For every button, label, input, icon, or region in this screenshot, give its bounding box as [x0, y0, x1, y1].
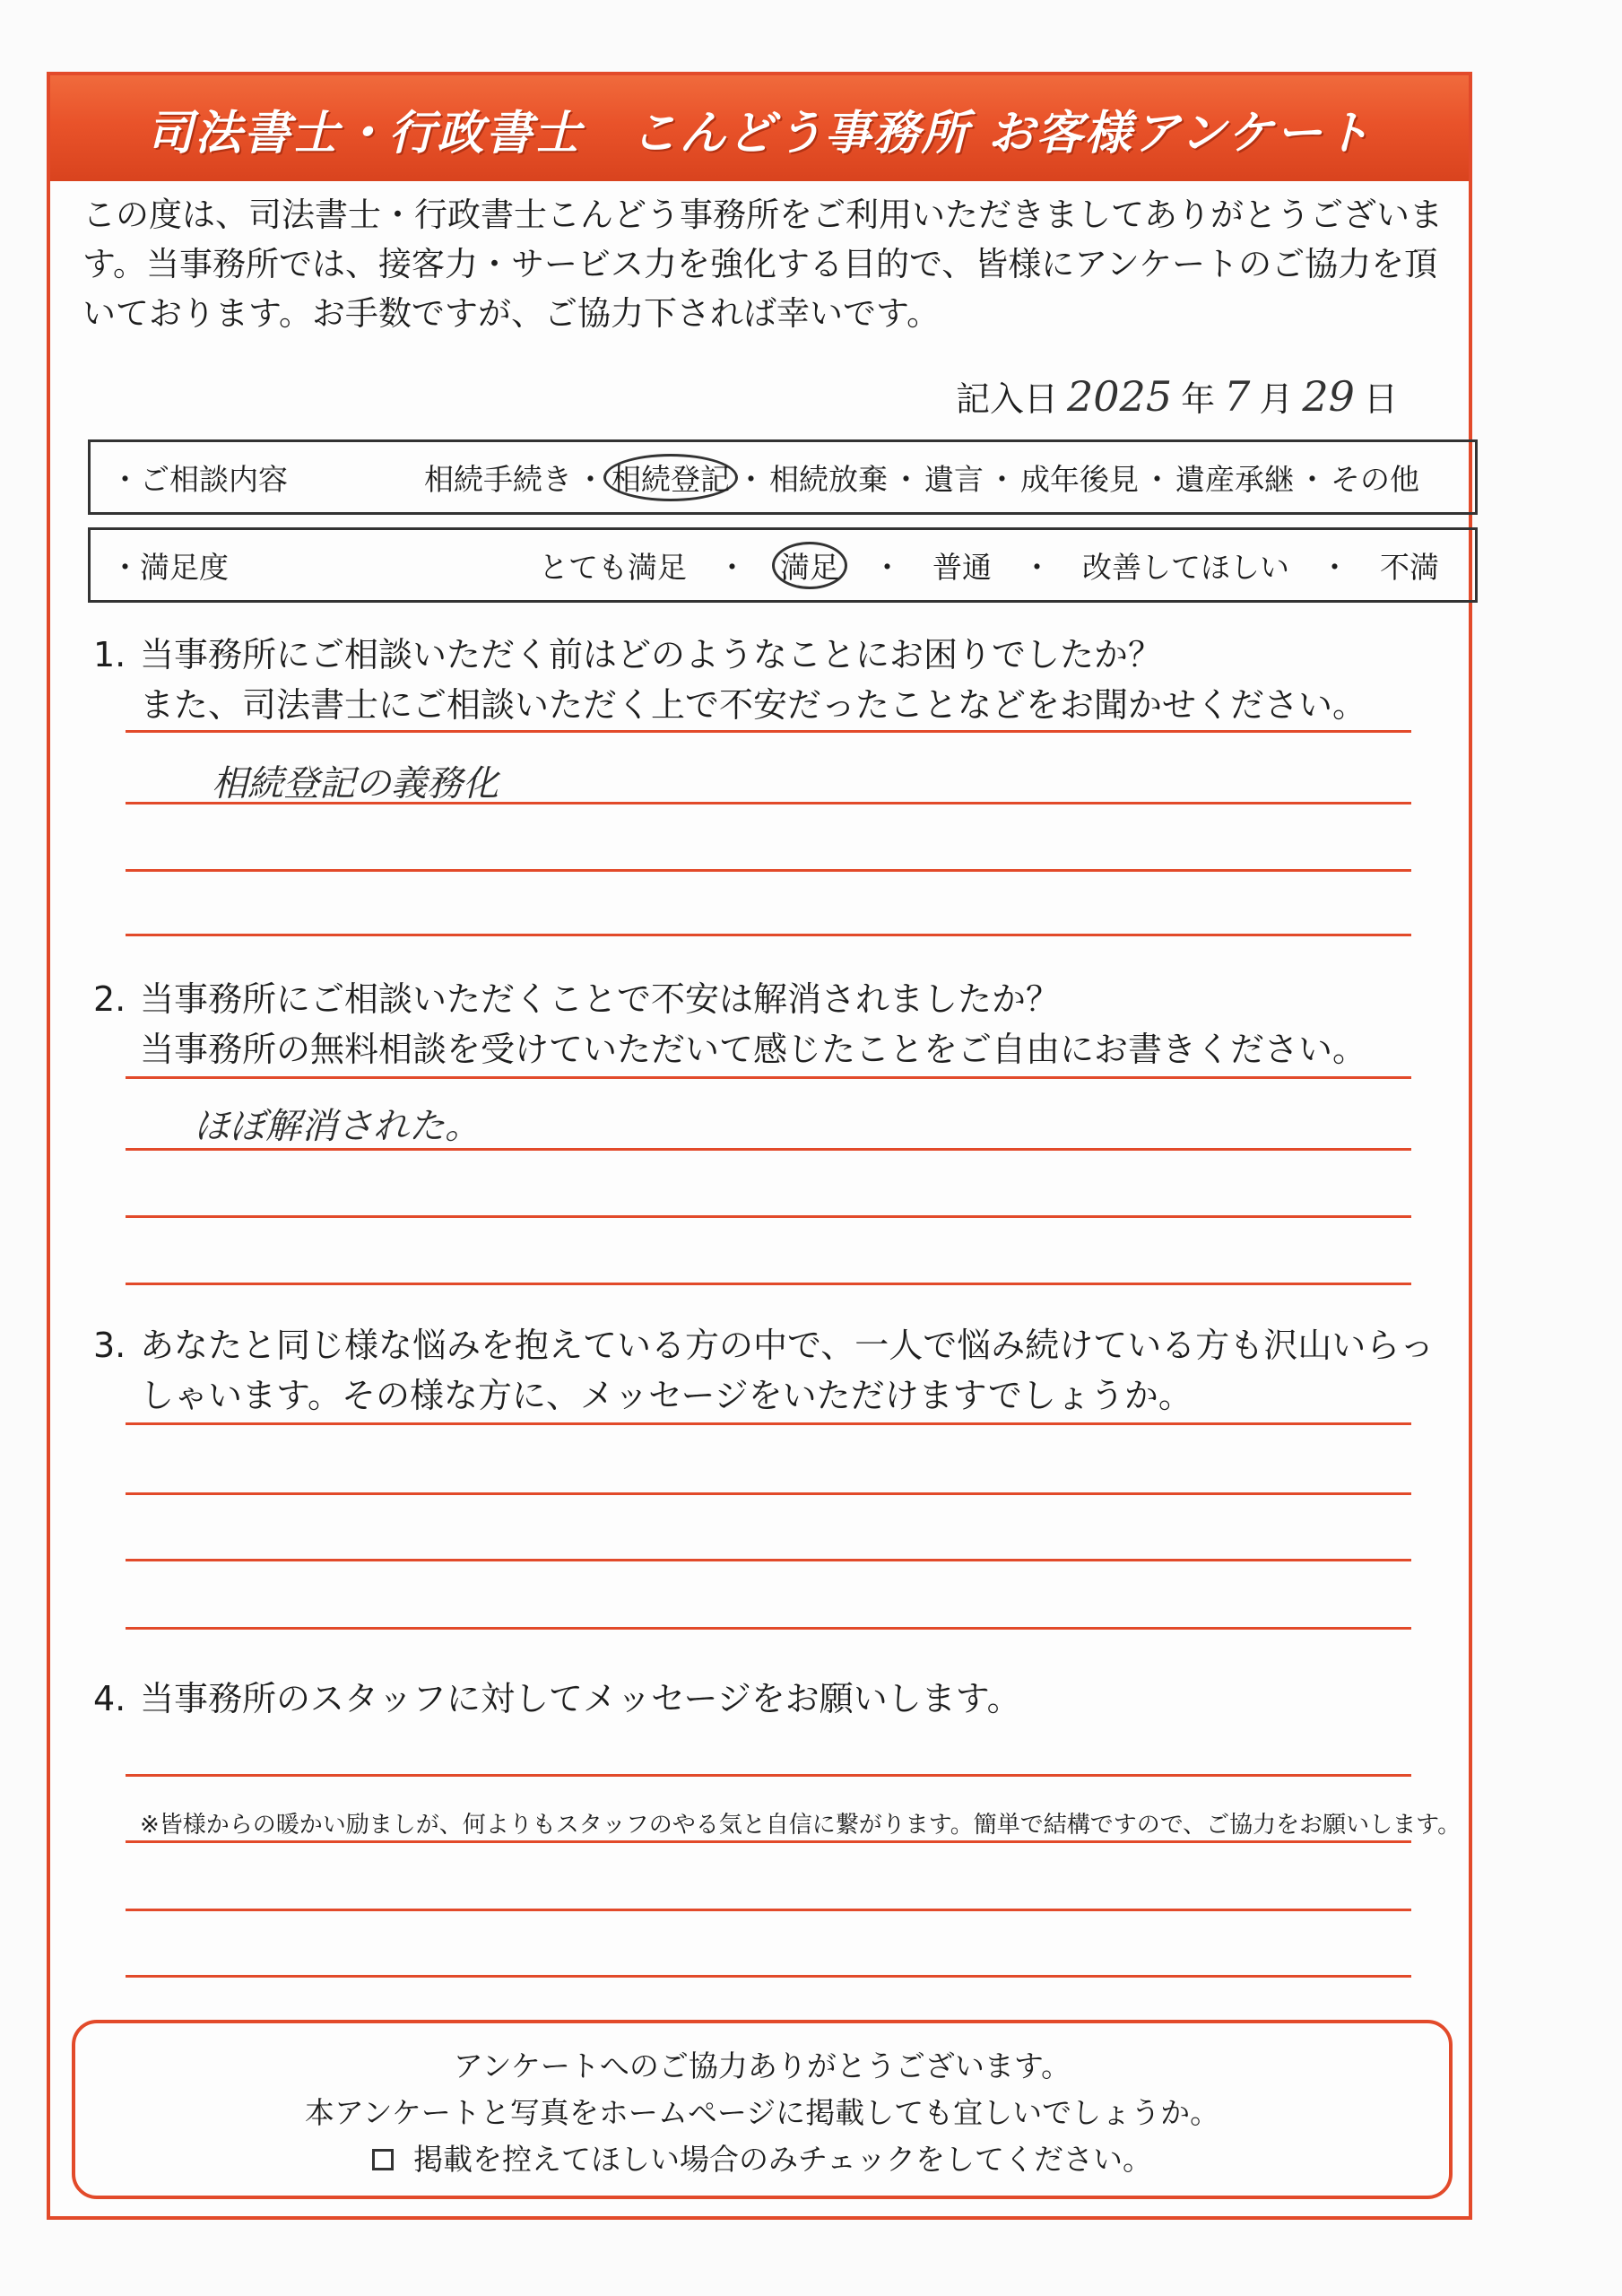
question-1-text: 当事務所にご相談いただく前はどのようなことにお困りでしたか？ また、司法書士にご相談いただく上で不安だったことなどをお聞かせください。: [140, 635, 1367, 725]
answer-line: [126, 869, 1411, 872]
answer-line: [126, 1422, 1411, 1425]
consultation-separator: ・: [987, 461, 1017, 497]
answer-line: [126, 1283, 1411, 1285]
consultation-option[interactable]: その他: [1331, 461, 1419, 497]
consultation-separator: ・: [1142, 461, 1172, 497]
question-2-text: 当事務所にご相談いただくことで不安は解消されましたか？ 当事務所の無料相談を受けていただいて感じたことをご自由にお書きください。: [140, 979, 1367, 1069]
date-day[interactable]: 29: [1302, 372, 1355, 421]
satisfaction-option[interactable]: 改善してほしい: [1082, 549, 1289, 585]
answer-line: [126, 802, 1411, 804]
consultation-option[interactable]: 遺言: [924, 461, 984, 497]
consultation-option[interactable]: 相続登記: [603, 454, 738, 501]
page-title: 司法書士・行政書士 こんどう事務所 お客様アンケート: [146, 106, 1373, 161]
answer-1[interactable]: 相続登記の義務化: [212, 763, 499, 804]
consultation-label: ・ご相談内容: [110, 461, 288, 497]
date-month[interactable]: 7: [1224, 372, 1251, 421]
satisfaction-option[interactable]: 不満: [1380, 549, 1439, 585]
consultation-separator: ・: [1297, 461, 1327, 497]
answer-line: [126, 1975, 1411, 1978]
date-label: 記入日: [956, 379, 1059, 419]
question-4-text: 当事務所のスタッフに対してメッセージをお願いします。: [140, 1679, 1021, 1718]
answer-line: [126, 934, 1411, 936]
consultation-separator: ・: [736, 461, 766, 497]
answer-line: [126, 1076, 1411, 1079]
satisfaction-option[interactable]: とても満足: [539, 549, 687, 585]
answer-line: [126, 1559, 1411, 1561]
date-day-unit: 日: [1363, 379, 1398, 419]
date-month-unit: 月: [1259, 379, 1294, 419]
satisfaction-option[interactable]: 普通: [932, 549, 992, 585]
satisfaction-option[interactable]: 満足: [772, 542, 847, 589]
question-1-number: 1.: [93, 635, 126, 674]
consultation-separator: ・: [891, 461, 921, 497]
question-3-text: あなたと同じ様な悩みを抱えている方の中で、一人で悩み続けている方も沢山いらっしゃいます。その様な方に、メッセージをいただけますでしょうか。: [140, 1326, 1435, 1415]
satisfaction-separator: ・: [717, 549, 747, 585]
question-4-number: 4.: [93, 1679, 126, 1718]
satisfaction-label: ・満足度: [110, 549, 229, 585]
survey-sheet: [47, 72, 1472, 2220]
date-year-unit: 年: [1181, 379, 1216, 419]
consultation-option[interactable]: 成年後見: [1020, 461, 1139, 497]
satisfaction-separator: ・: [872, 549, 902, 585]
answer-line: [126, 1909, 1411, 1911]
footer-permission: 本アンケートと写真をホームページに掲載しても宜しいでしょうか。: [304, 2095, 1220, 2130]
publish-opt-out-checkbox[interactable]: [372, 2149, 394, 2170]
consultation-box: [88, 439, 1478, 515]
answer-2[interactable]: ほぼ解消された。: [194, 1106, 481, 1147]
consultation-option[interactable]: 遺産承継: [1175, 461, 1294, 497]
satisfaction-options: [539, 544, 1439, 587]
footer-thanks: アンケートへのご協力ありがとうございます。: [453, 2048, 1071, 2083]
question-3-number: 3.: [93, 1326, 126, 1365]
question-4-note: ※皆様からの暖かい励ましが、何よりもスタッフのやる気と自信に繋がります。簡単で結構ですので、ご協力をお願いします。: [140, 1812, 1462, 1839]
intro-text: この度は、司法書士・行政書士こんどう事務所をご利用いただきましてありがとうございます。当事務所では、接客力・サービス力を強化する目的で、皆様にアンケートのご協力を頂いております。お手数ですが、ご協力下されば幸いです。: [82, 196, 1443, 333]
date-year[interactable]: 2025: [1067, 372, 1173, 421]
header-banner: [50, 75, 1469, 181]
answer-line: [126, 1840, 1411, 1843]
answer-line: [126, 1492, 1411, 1495]
consultation-separator: ・: [576, 461, 605, 497]
satisfaction-separator: ・: [1320, 549, 1349, 585]
satisfaction-separator: ・: [1022, 549, 1052, 585]
answer-line: [126, 1774, 1411, 1777]
consultation-option[interactable]: 相続手続き: [424, 461, 572, 497]
publish-opt-out: [372, 2136, 1152, 2183]
answer-line: [126, 1148, 1411, 1151]
publish-opt-out-label: 掲載を控えてほしい場合のみチェックをしてください。: [412, 2142, 1152, 2177]
question-2-number: 2.: [93, 979, 126, 1019]
answer-line: [126, 730, 1411, 733]
consultation-option[interactable]: 相続放棄: [769, 461, 888, 497]
footer-box: [72, 2020, 1453, 2199]
entry-date: [956, 371, 1398, 421]
satisfaction-box: [88, 527, 1478, 603]
answer-line: [126, 1215, 1411, 1218]
consultation-options: [424, 457, 1419, 499]
answer-line: [126, 1627, 1411, 1630]
